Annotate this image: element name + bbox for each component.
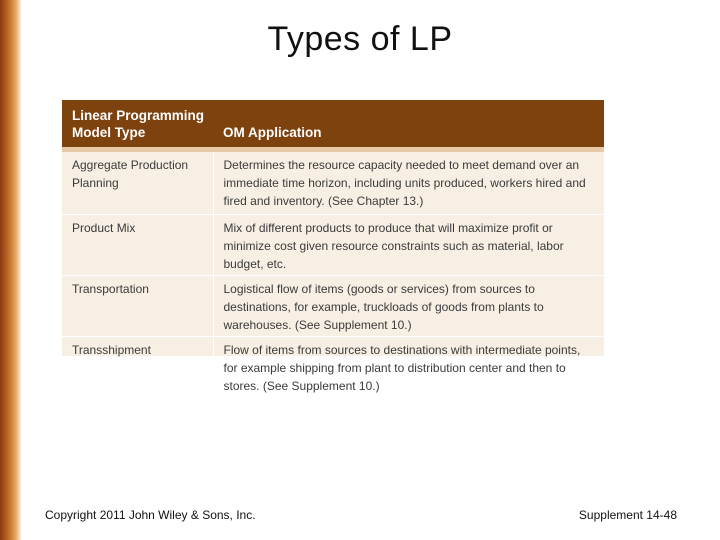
lp-types-table-container (62, 100, 604, 393)
row-model-type: Aggregate Production Planning (72, 158, 189, 190)
row-om-application: Mix of different products to produce that will maximize profit or minimize cost given resource constraints such as material, labor budget, etc. (213, 214, 604, 275)
table-header-row (62, 100, 604, 147)
left-accent-band (0, 0, 22, 540)
row-om-application: Flow of items from sources to destinations with intermediate points, for example shipping from plant to distribution center and then to stores. (See Supplement 10.) (213, 336, 604, 397)
row-model-type: Transshipment (72, 342, 151, 357)
footer-copyright: Copyright 2011 John Wiley & Sons, Inc. (45, 508, 256, 522)
header-model-type: Linear Programming Model Type (72, 108, 205, 140)
header-om-application: OM Application (223, 125, 322, 140)
row-model-type: Product Mix (72, 220, 136, 235)
footer-page-number: Supplement 14-48 (578, 508, 677, 522)
table-row (62, 336, 604, 397)
row-om-application: Determines the resource capacity needed to meet demand over an immediate time horizon, including units produced, workers hired and fired and inventory. (See Chapter 13.) (213, 152, 604, 214)
slide-title: Types of LP (267, 20, 453, 58)
table-row (62, 275, 604, 336)
lp-types-table (62, 100, 604, 398)
table-row (62, 152, 604, 214)
row-model-type: Transportation (72, 281, 149, 296)
table-row (62, 214, 604, 275)
row-om-application: Logistical flow of items (goods or services) from sources to destinations, for example, truckloads of goods from plants to warehouses. (See Supplement 10.) (213, 275, 604, 336)
